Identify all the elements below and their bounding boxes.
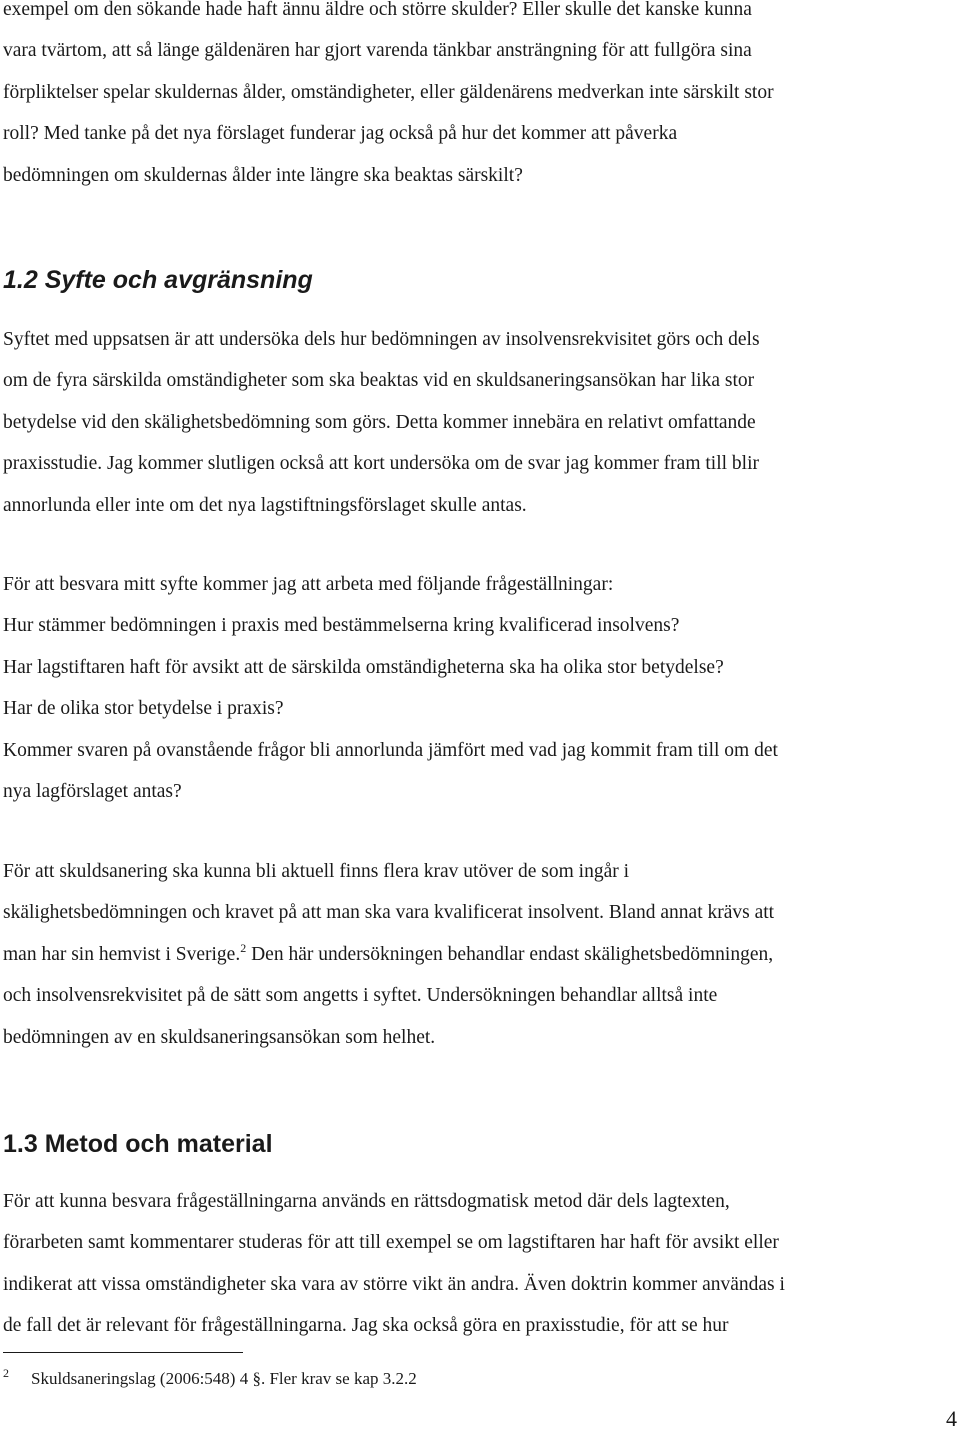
method-paragraph xyxy=(3,1181,955,1347)
research-questions-paragraph xyxy=(3,564,955,812)
text-line: och insolvensrekvisitet på de sätt som angetts i syftet. Undersökningen behandlar alltså inte xyxy=(3,985,718,1007)
question-line: Kommer svaren på ovanstående frågor bli annorlunda jämfört med vad jag kommit fram till om det xyxy=(3,739,778,761)
question-line: Hur stämmer bedömningen i praxis med bestämmelserna kring kvalificerad insolvens? xyxy=(3,615,680,637)
question-line: Har de olika stor betydelse i praxis? xyxy=(3,698,284,720)
section-heading-1-2: 1.2 Syfte och avgränsning xyxy=(3,266,313,294)
text-line: om de fyra särskilda omständigheter som ska beaktas vid en skuldsaneringsansökan har lika stor xyxy=(3,370,755,392)
delimitation-paragraph xyxy=(3,851,955,1058)
footnote-text: Skuldsaneringslag (2006:548) 4 §. Fler krav se kap 3.2.2 xyxy=(31,1369,417,1388)
text-line: indikerat att vissa omständigheter ska vara av större vikt än andra. Även doktrin kommer användas i xyxy=(3,1273,785,1295)
purpose-paragraph xyxy=(3,319,955,526)
text-line: förarbeten samt kommentarer studeras för att till exempel se om lagstiftaren har haft för avsikt eller xyxy=(3,1232,779,1254)
text-line: praxisstudie. Jag kommer slutligen också att kort undersöka om de svar jag kommer fram till blir xyxy=(3,453,759,475)
text-line: betydelse vid den skälighetsbedömning som görs. Detta kommer innebära en relativt omfattande xyxy=(3,411,756,433)
text-segment: man har sin hemvist i Sverige. xyxy=(3,943,241,965)
text-line: exempel om den sökande hade haft ännu äldre och större skulder? Eller skulle det kanske kunna xyxy=(3,0,752,20)
text-line: roll? Med tanke på det nya förslaget funderar jag också på hur det kommer att påverka xyxy=(3,123,678,145)
question-line: Har lagstiftaren haft för avsikt att de särskilda omständigheterna ska ha olika stor betydelse? xyxy=(3,656,724,678)
section-heading-1-3: 1.3 Metod och material xyxy=(3,1130,273,1158)
text-line: bedömningen om skuldernas ålder inte längre ska beaktas särskilt? xyxy=(3,164,523,186)
footnote-number: 2 xyxy=(3,1366,9,1380)
text-line: de fall det är relevant för frågeställningarna. Jag ska också göra en praxisstudie, för att se hur xyxy=(3,1315,729,1337)
text-line: skälighetsbedömningen och kravet på att man ska vara kvalificerat insolvent. Bland annat krävs att xyxy=(3,902,775,924)
footnote xyxy=(3,1362,417,1390)
text-line: vara tvärtom, att så länge gäldenären har gjort varenda tänkbar ansträngning för att fullgöra sina xyxy=(3,40,752,62)
page-number: 4 xyxy=(946,1406,957,1431)
footnote-divider xyxy=(3,1352,243,1353)
footnote-reference[interactable]: 2 xyxy=(240,940,247,955)
text-line: Syftet med uppsatsen är att undersöka dels hur bedömningen av insolvensrekvisitet görs och dels xyxy=(3,329,760,350)
text-line: För att besvara mitt syfte kommer jag att arbeta med följande frågeställningar: xyxy=(3,574,614,595)
text-line: bedömningen av en skuldsaneringsansökan som helhet. xyxy=(3,1026,436,1048)
question-line: nya lagförslaget antas? xyxy=(3,781,182,803)
text-line: För att skuldsanering ska kunna bli aktuell finns flera krav utöver de som ingår i xyxy=(3,861,630,882)
text-line xyxy=(3,934,955,975)
text-line: annorlunda eller inte om det nya lagstiftningsförslaget skulle antas. xyxy=(3,494,527,516)
text-line: För att kunna besvara frågeställningarna används en rättsdogmatisk metod där dels lagtexten, xyxy=(3,1191,730,1212)
text-line: förpliktelser spelar skuldernas ålder, omständigheter, eller gäldenärens medverkan inte särskilt stor xyxy=(3,81,774,103)
text-segment: Den här undersökningen behandlar endast skälighetsbedömningen, xyxy=(246,943,774,965)
intro-paragraph xyxy=(3,0,955,196)
